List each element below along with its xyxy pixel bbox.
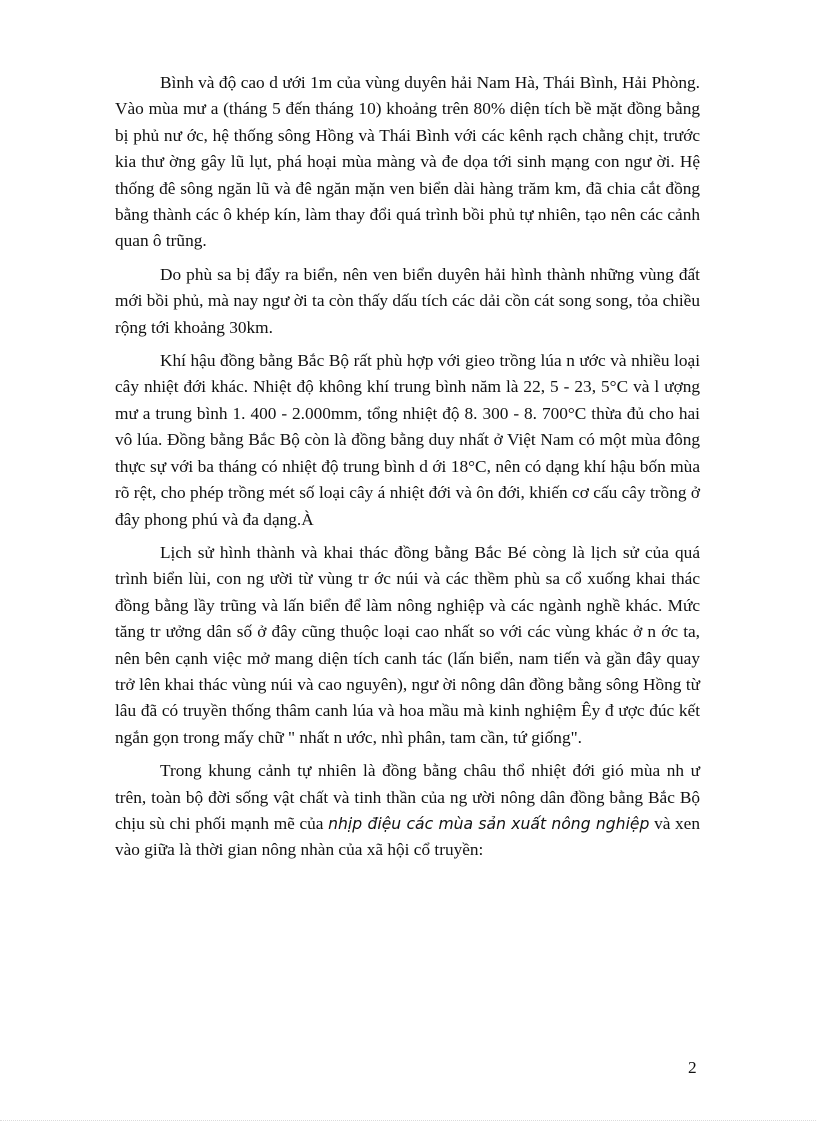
- paragraph-2: Do phù sa bị đẩy ra biển, nên ven biển duyên hải hình thành những vùng đất mới bồi phủ, mà nay ngư ời ta còn thấy dấu tích các dải cồn cát song song, tỏa chiều rộng tới khoảng 30km.: [115, 264, 700, 337]
- paragraph-5-lead: Trong khung cảnh tự nhiên là đồng bằng châu thổ nhiệt đới gió mùa nh ư trên, toàn bộ đời sống vật chất và tinh thần của ng ười nông dân đồng bằng Bắc Bộ chịu sù chi phối mạnh mẽ của: [115, 761, 700, 833]
- page-number: 2: [688, 1058, 697, 1077]
- page-bottom-divider: [0, 1120, 816, 1121]
- page-body: [115, 70, 700, 871]
- paragraph-5-emphasis: nhịp điệu các mùa sản xuất nông nghiệp: [328, 814, 650, 833]
- paragraph-5-tail: và xen vào giữa là thời gian nông nhàn của xã hội cổ truyền:: [115, 813, 700, 860]
- paragraph-4: Lịch sử hình thành và khai thác đồng bằng Bắc Bé còng là lịch sử của quá trình biển lùi, con ng ười từ vùng tr ớc núi và các thềm phù sa cổ xuống khai thác đồng bằng lầy trũng và lấn biển để làm nông nghiệp và các ngành nghề khác. Mức tăng tr ưởng dân số ở đây cũng thuộc loại cao nhất so với các vùng khác ở n ớc ta, nên bên cạnh việc mở mang diện tích canh tác (lấn biển, nam tiến và gần đây quay trở lên khai thác vùng núi và cao nguyên), ngư ời nông dân đồng bằng sông Hồng từ lâu đã có truyền thống thâm canh lúa và hoa mầu mà kinh nghiệm Êy đ ược đúc kết ngắn gọn trong mấy chữ " nhất n ước, nhì phân, tam cần, tứ giống".: [115, 542, 700, 747]
- paragraph-3: Khí hậu đồng bằng Bắc Bộ rất phù hợp với gieo trồng lúa n ước và nhiều loại cây nhiệt đới khác. Nhiệt độ không khí trung bình năm là 22, 5 - 23, 5°C và l ượng mư a trung bình 1. 400 - 2.000mm, tổng nhiệt độ 8. 300 - 8. 700°C thừa đủ cho hai vô lúa. Đồng bằng Bắc Bộ còn là đồng bằng duy nhất ở Việt Nam có một mùa đông thực sự với ba tháng có nhiệt độ trung bình d ới 18°C, nên có dạng khí hậu bốn mùa rõ rệt, cho phép trồng mét số loại cây á nhiệt đới và ôn đới, khiến cơ cấu cây trồng ở đây phong phú và đa dạng.À: [115, 351, 700, 529]
- paragraph-1: Bình và độ cao d ưới 1m của vùng duyên hải Nam Hà, Thái Bình, Hải Phòng. Vào mùa mư a (tháng 5 đến tháng 10) khoảng trên 80% diện tích bề mặt đồng bằng bị phủ nư ớc, hệ thống sông Hồng và Thái Bình với các kênh rạch chằng chịt, trước kia thư ờng gây lũ lụt, phá hoại mùa màng và đe dọa tới sinh mạng con ngư ời. Hệ thống đê sông ngăn lũ và đê ngăn mặn ven biển dài hàng trăm km, đã chia cắt đồng bằng thành các ô khép kín, làm thay đổi quá trình bồi phủ tự nhiên, tạo nên các cảnh quan ô trũng.: [115, 73, 700, 251]
- paragraph-5: [115, 758, 700, 864]
